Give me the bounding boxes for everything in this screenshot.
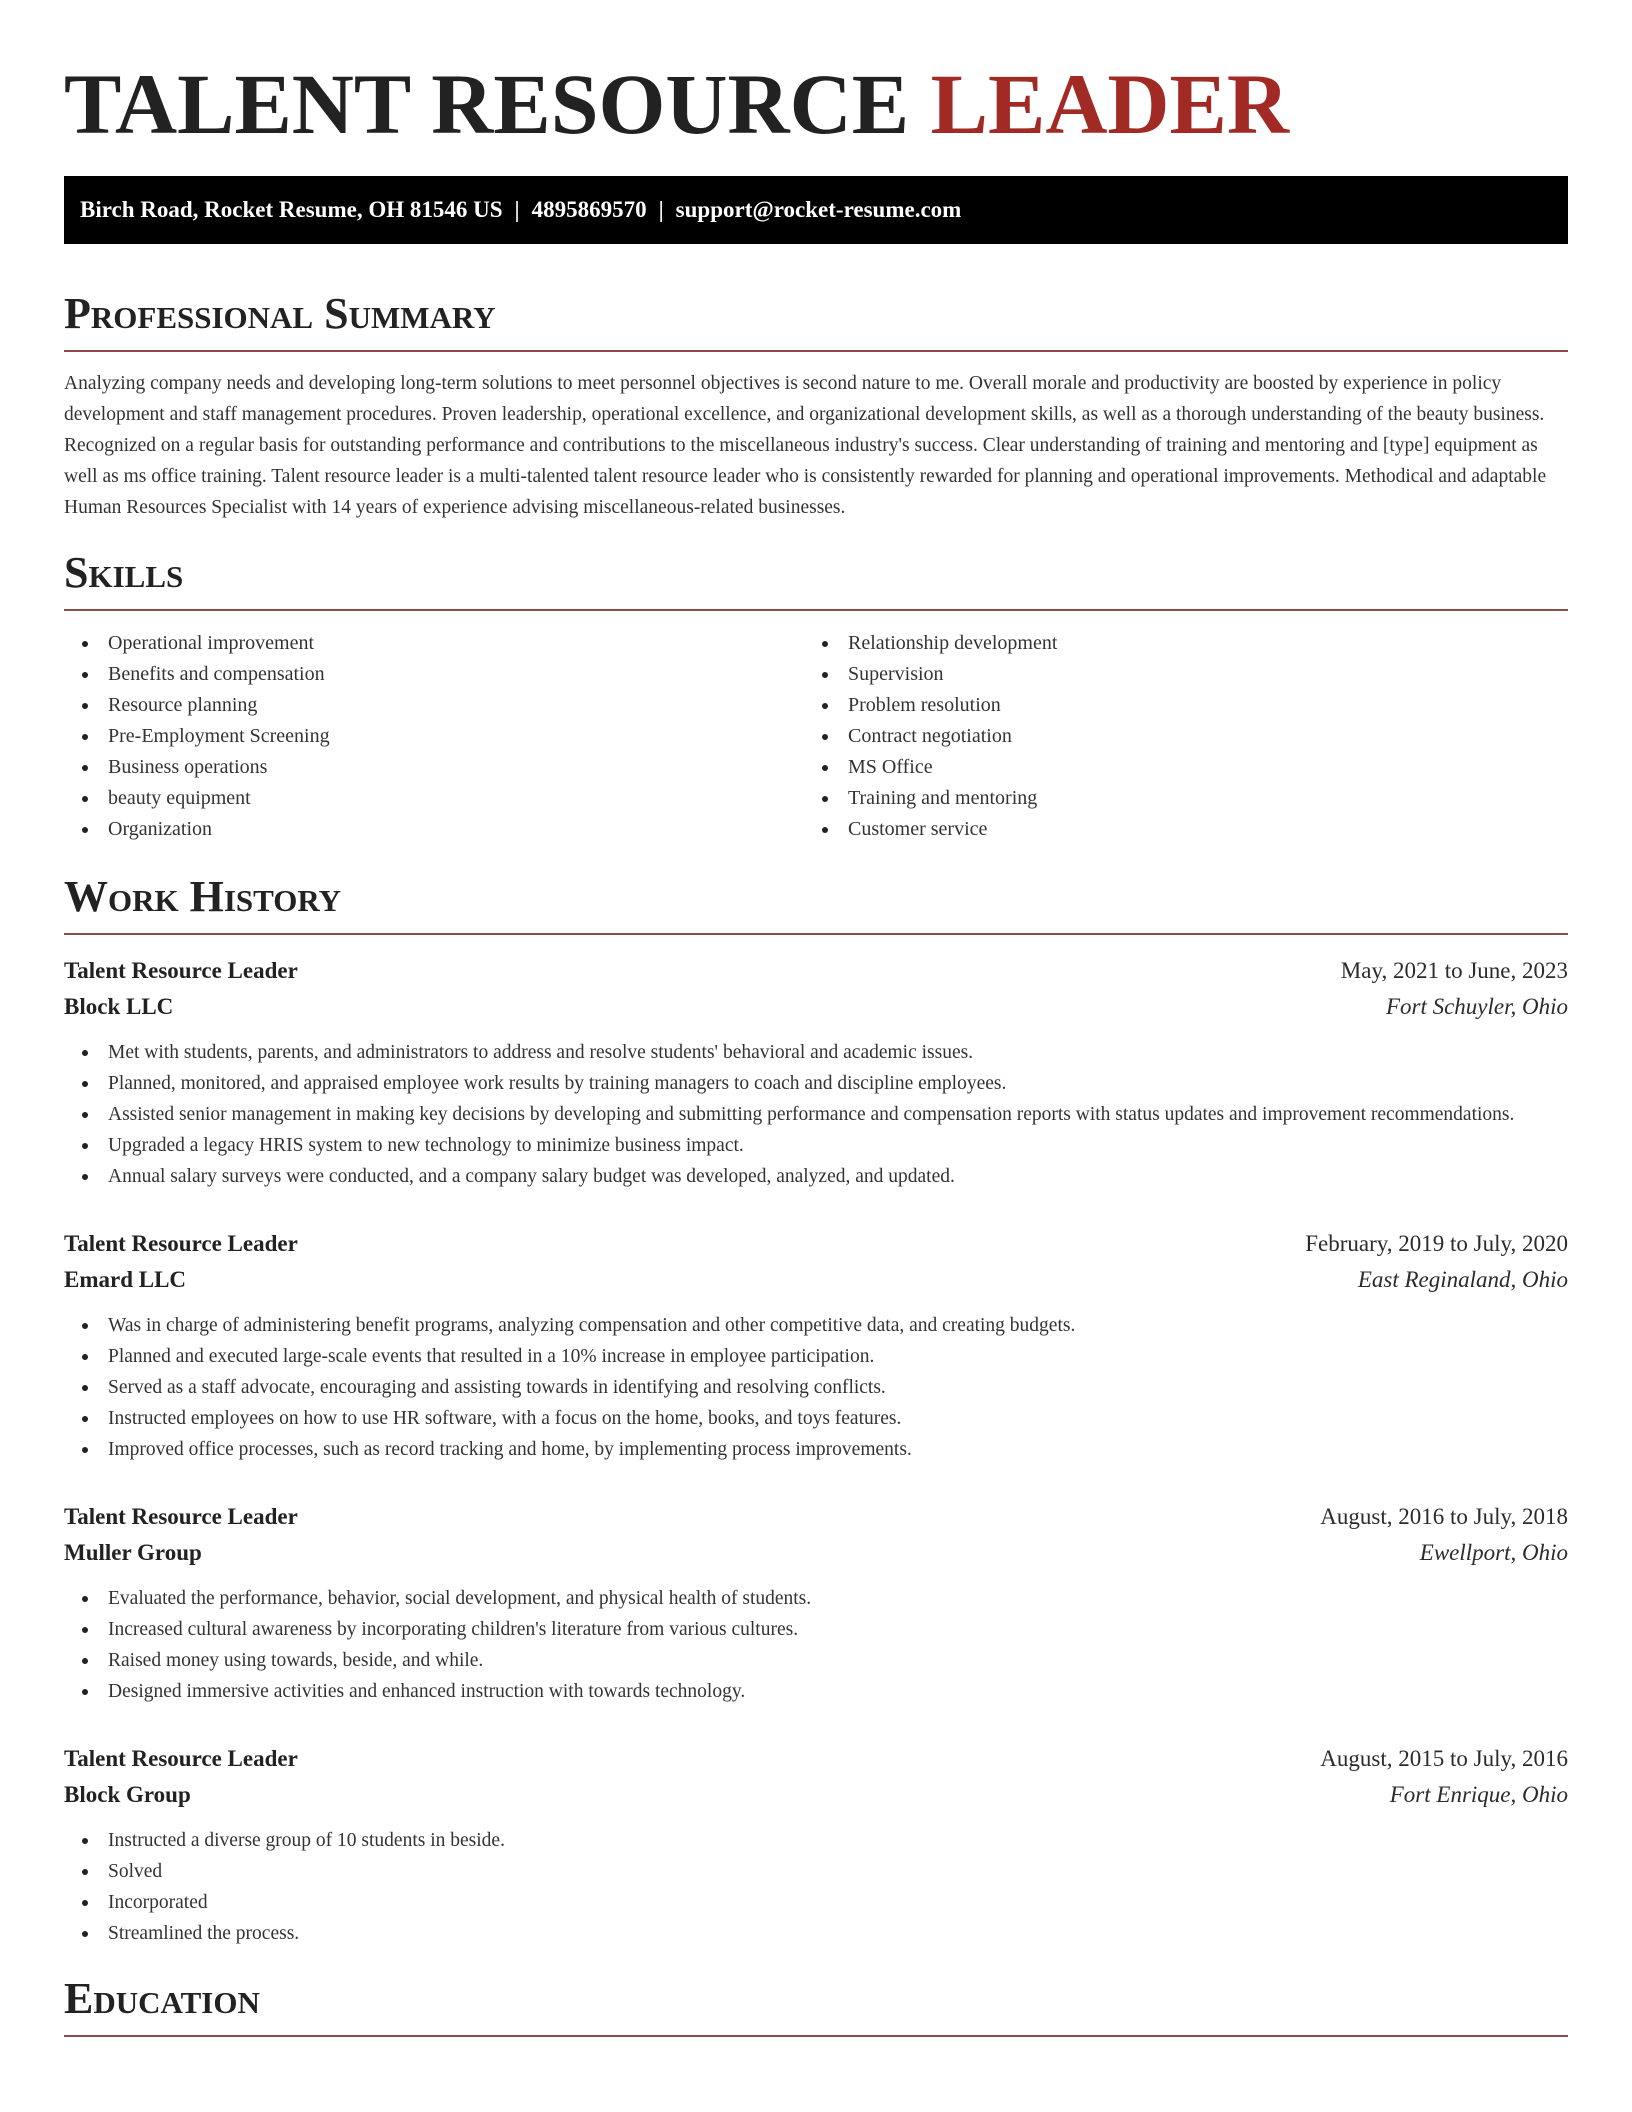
job-entry xyxy=(64,1741,1568,1949)
bullet-item: Raised money using towards, beside, and while. xyxy=(64,1645,1568,1676)
bullet-item: Was in charge of administering benefit programs, analyzing compensation and other competitive data, and creating budgets. xyxy=(64,1310,1568,1341)
job-company-row xyxy=(64,989,1568,1025)
bullet-item: Instructed employees on how to use HR software, with a focus on the home, books, and toys features. xyxy=(64,1403,1568,1434)
job-location: Ewellport, Ohio xyxy=(1419,1540,1568,1565)
job-entry xyxy=(64,1499,1568,1707)
education-heading: Education xyxy=(64,1974,260,2023)
job-company-row xyxy=(64,1777,1568,1813)
skill-item: Problem resolution xyxy=(804,690,1544,721)
bullet-item: Streamlined the process. xyxy=(64,1918,1568,1949)
bullet-item: Designed immersive activities and enhanced instruction with towards technology. xyxy=(64,1676,1568,1707)
title-accent: LEADER xyxy=(930,56,1289,152)
jobs-list xyxy=(64,953,1568,1949)
skill-item: Pre-Employment Screening xyxy=(64,721,804,752)
skill-item: Operational improvement xyxy=(64,628,804,659)
skill-item: Relationship development xyxy=(804,628,1544,659)
bullet-item: Improved office processes, such as record tracking and home, by implementing process improvements. xyxy=(64,1434,1568,1465)
job-title: Talent Resource Leader xyxy=(64,1746,298,1771)
bullet-item: Annual salary surveys were conducted, and a company salary budget was developed, analyzed, and updated. xyxy=(64,1161,1568,1192)
contact-phone[interactable]: 4895869570 xyxy=(531,197,647,222)
contact-separator: | xyxy=(514,197,520,222)
skill-item: Contract negotiation xyxy=(804,721,1544,752)
skill-item: Business operations xyxy=(64,752,804,783)
bullet-item: Met with students, parents, and administrators to address and resolve students' behavioral and academic issues. xyxy=(64,1037,1568,1068)
job-dates: May, 2021 to June, 2023 xyxy=(1340,958,1568,983)
bullet-item: Upgraded a legacy HRIS system to new technology to minimize business impact. xyxy=(64,1130,1568,1161)
resume-page xyxy=(64,0,1568,2037)
bullet-item: Assisted senior management in making key decisions by developing and submitting performance and compensation reports with status updates and improvement recommendations. xyxy=(64,1099,1568,1130)
work-history-section xyxy=(64,871,1568,1949)
section-divider xyxy=(64,933,1568,935)
skill-item: MS Office xyxy=(804,752,1544,783)
company-name: Block LLC xyxy=(64,994,174,1019)
job-entry xyxy=(64,953,1568,1192)
work-history-heading: Work History xyxy=(64,872,342,921)
job-title: Talent Resource Leader xyxy=(64,1231,298,1256)
company-name: Muller Group xyxy=(64,1540,202,1565)
summary-section xyxy=(64,288,1568,523)
skill-item: Training and mentoring xyxy=(804,783,1544,814)
job-bullets xyxy=(64,1310,1568,1465)
section-divider xyxy=(64,609,1568,611)
job-location: Fort Enrique, Ohio xyxy=(1389,1782,1568,1807)
job-dates: February, 2019 to July, 2020 xyxy=(1305,1231,1568,1256)
job-dates: August, 2016 to July, 2018 xyxy=(1320,1504,1568,1529)
contact-address: Birch Road, Rocket Resume, OH 81546 US xyxy=(80,197,503,222)
job-company-row xyxy=(64,1535,1568,1571)
company-name: Block Group xyxy=(64,1782,191,1807)
job-entry xyxy=(64,1226,1568,1465)
skills-left-list xyxy=(64,628,804,845)
bullet-item: Planned and executed large-scale events that resulted in a 10% increase in employee participation. xyxy=(64,1341,1568,1372)
job-company-row xyxy=(64,1262,1568,1298)
skill-item: beauty equipment xyxy=(64,783,804,814)
job-header-row xyxy=(64,1741,1568,1777)
bullet-item: Instructed a diverse group of 10 students in beside. xyxy=(64,1825,1568,1856)
contact-separator: | xyxy=(658,197,664,222)
job-header-row xyxy=(64,1499,1568,1535)
section-divider xyxy=(64,2035,1568,2037)
bullet-item: Evaluated the performance, behavior, social development, and physical health of students. xyxy=(64,1583,1568,1614)
skill-item: Customer service xyxy=(804,814,1544,845)
contact-bar xyxy=(64,176,1568,244)
job-dates: August, 2015 to July, 2016 xyxy=(1320,1746,1568,1771)
skill-item: Resource planning xyxy=(64,690,804,721)
job-bullets xyxy=(64,1825,1568,1949)
skills-heading: Skills xyxy=(64,548,184,597)
skills-columns xyxy=(64,628,1568,845)
resume-title xyxy=(64,0,1568,154)
skills-right-list xyxy=(804,628,1544,845)
job-location: Fort Schuyler, Ohio xyxy=(1385,994,1568,1019)
job-location: East Reginaland, Ohio xyxy=(1357,1267,1568,1292)
section-divider xyxy=(64,350,1568,352)
job-title: Talent Resource Leader xyxy=(64,958,298,983)
job-header-row xyxy=(64,1226,1568,1262)
summary-heading: Professional Summary xyxy=(64,289,496,338)
title-main: TALENT RESOURCE xyxy=(64,56,910,152)
bullet-item: Incorporated xyxy=(64,1887,1568,1918)
job-header-row xyxy=(64,953,1568,989)
bullet-item: Increased cultural awareness by incorporating children's literature from various cultures. xyxy=(64,1614,1568,1645)
job-bullets xyxy=(64,1037,1568,1192)
job-title: Talent Resource Leader xyxy=(64,1504,298,1529)
bullet-item: Planned, monitored, and appraised employee work results by training managers to coach and discipline employees. xyxy=(64,1068,1568,1099)
contact-email[interactable]: support@rocket-resume.com xyxy=(675,197,962,222)
job-bullets xyxy=(64,1583,1568,1707)
skill-item: Supervision xyxy=(804,659,1544,690)
company-name: Emard LLC xyxy=(64,1267,187,1292)
skill-item: Benefits and compensation xyxy=(64,659,804,690)
bullet-item: Served as a staff advocate, encouraging and assisting towards in identifying and resolving conflicts. xyxy=(64,1372,1568,1403)
education-section xyxy=(64,1973,1568,2037)
skills-section xyxy=(64,547,1568,845)
bullet-item: Solved xyxy=(64,1856,1568,1887)
summary-text: Analyzing company needs and developing long-term solutions to meet personnel objectives is second nature to me. Overall morale and productivity are boosted by experience in policy development and staff management procedures. Proven leadership, operational excellence, and organizational development skills, as well as a thorough understanding of the beauty business. Recognized on a regular basis for outstanding performance and contributions to the miscellaneous industry's success. Clear understanding of training and mentoring and [type] equipment as well as ms office training. Talent resource leader is a multi-talented talent resource leader who is consistently rewarded for planning and operational improvements. Methodical and adaptable Human Resources Specialist with 14 years of experience advising miscellaneous-related businesses. xyxy=(64,373,1547,518)
skill-item: Organization xyxy=(64,814,804,845)
